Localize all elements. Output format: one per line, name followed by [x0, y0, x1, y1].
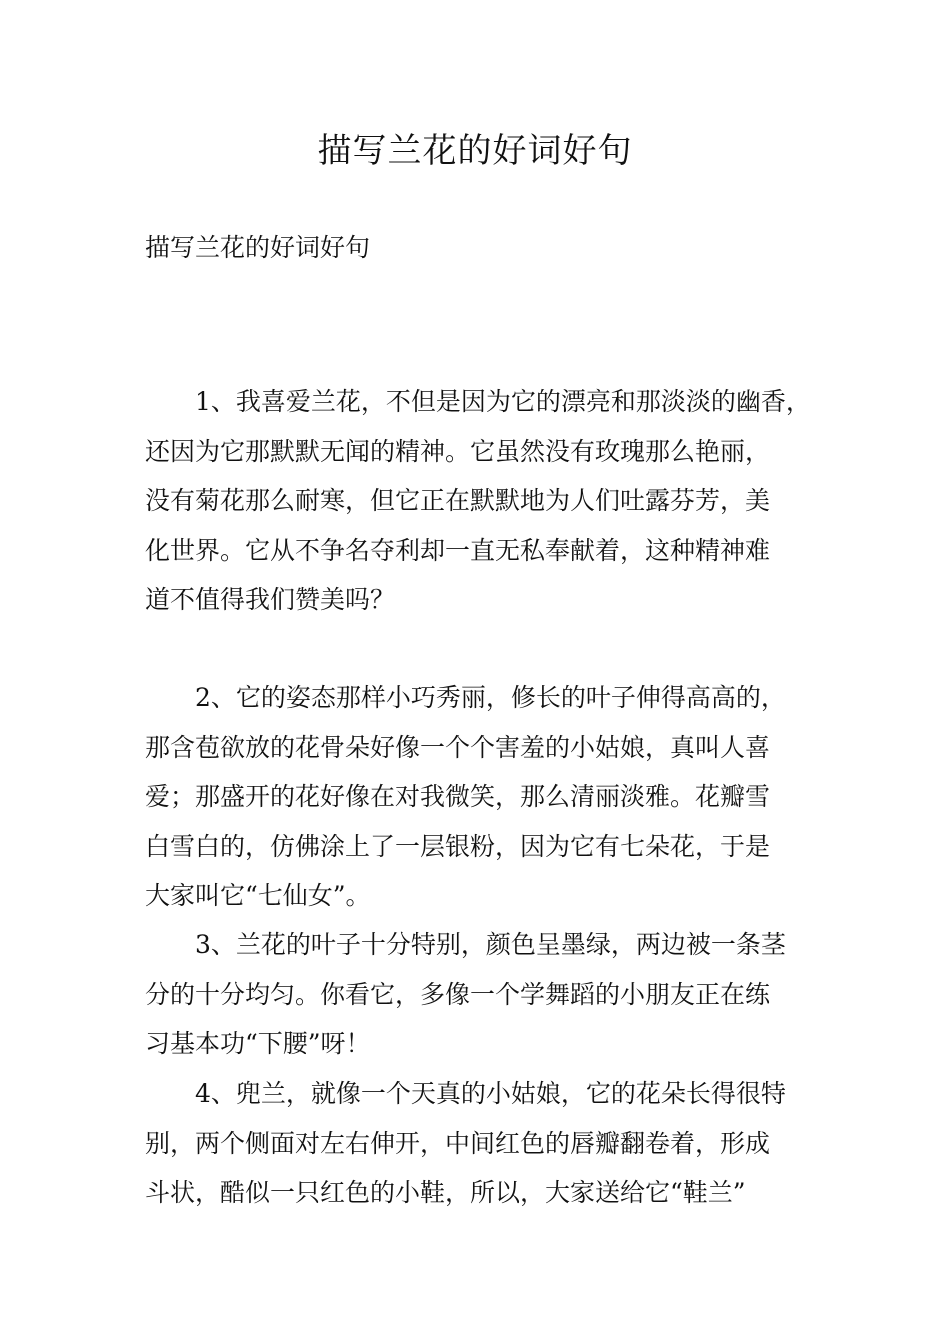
page-title: 描写兰花的好词好句	[317, 131, 633, 171]
paragraph-line: 大家叫它“七仙女”。	[145, 881, 371, 910]
paragraph-line: 分的十分均匀。你看它，多像一个学舞蹈的小朋友正在练	[145, 979, 771, 1009]
paragraph-line: 白雪白的，仿佛涂上了一层银粉，因为它有七朵花，于是	[145, 831, 771, 861]
paragraph-line: 还因为它那默默无闻的精神。它虽然没有玫瑰那么艳丽，	[145, 436, 771, 466]
paragraph-line: 那含苞欲放的花骨朵好像一个个害羞的小姑娘，真叫人喜	[145, 732, 771, 762]
paragraph-line: 别，两个侧面对左右伸开，中间红色的唇瓣翻卷着，形成	[145, 1128, 771, 1158]
paragraph-line: 4、兜兰，就像一个天真的小姑娘，它的花朵长得很特	[195, 1079, 786, 1108]
paragraph-line: 化世界。它从不争名夺利却一直无私奉献着，这种精神难	[145, 535, 771, 565]
paragraph-line: 3、兰花的叶子十分特别，颜色呈墨绿，两边被一条茎	[195, 930, 786, 959]
paragraph-line: 2、它的姿态那样小巧秀丽，修长的叶子伸得高高的，	[195, 683, 786, 712]
paragraph-4	[145, 1069, 830, 1218]
paragraph-line: 爱；那盛开的花好像在对我微笑，那么清丽淡雅。花瓣雪	[145, 782, 771, 811]
paragraph-line: 道不值得我们赞美吗？	[145, 585, 396, 614]
paragraph-2	[145, 673, 830, 921]
document-subtitle: 描写兰花的好词好句	[145, 233, 371, 262]
paragraph-1	[145, 377, 830, 625]
paragraph-line: 习基本功“下腰”呀！	[145, 1029, 371, 1058]
paragraph-3	[145, 920, 830, 1069]
paragraph-line: 斗状，酷似一只红色的小鞋，所以，大家送给它“鞋兰”	[145, 1178, 746, 1207]
paragraph-line: 没有菊花那么耐寒，但它正在默默地为人们吐露芬芳，美	[145, 486, 771, 515]
paragraph-line: 1、我喜爱兰花，不但是因为它的漂亮和那淡淡的幽香，	[195, 387, 811, 416]
